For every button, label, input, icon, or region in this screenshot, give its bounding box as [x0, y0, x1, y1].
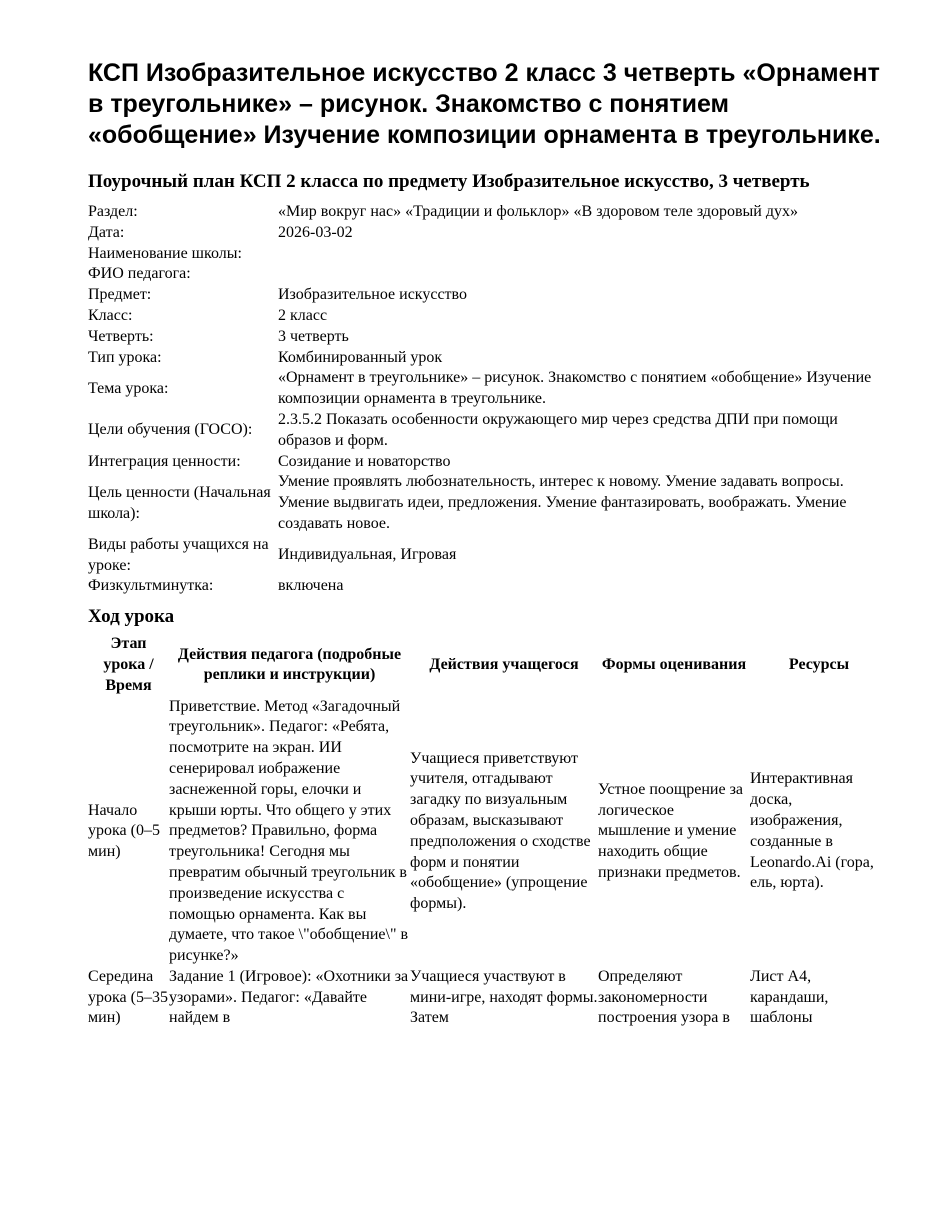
info-row [88, 223, 888, 244]
info-row [88, 576, 888, 597]
info-label: Интеграция ценности: [88, 452, 241, 470]
info-value: Индивидуальная, Игровая [278, 546, 457, 564]
table-row [88, 967, 888, 1029]
info-row [88, 306, 888, 327]
info-label: Раздел: [88, 203, 138, 220]
header-assessment: Формы оценивания [601, 655, 747, 673]
info-row [88, 202, 888, 223]
info-row [88, 368, 888, 410]
info-label: Наименование школы: [88, 244, 242, 262]
cell-teacher-actions: Приветствие. Метод «Загадочный треугольник». Педагог: «Ребята, посмотрите на экран. ИИ сенерировал иображение заснеженной горы, елочки и крыши юрты. Что общего у этих предметов? Правильно, форма треугольника! Сегодня мы превратим обычный треугольник в произведение искусства с помощью орнамента. Как вы думаете, что такое \"обобщение\" в рисунке?» [169, 697, 409, 965]
info-label: Класс: [88, 306, 133, 324]
cell-stage: Середина урока (5–35 мин) [88, 967, 168, 1027]
info-value: Умение проявлять любознательность, интерес к новому. Умение задавать вопросы. Умение выдвигать идеи, предложения. Умение фантазировать, воображать. Умение создавать новое. [278, 473, 847, 532]
info-value: 2 класс [278, 306, 328, 324]
info-value: 2026-03-02 [278, 223, 353, 241]
table-header-row [88, 634, 888, 696]
header-teacher-actions: Действия педагога (подробные реплики и инструкции) [177, 645, 402, 684]
info-row [88, 452, 888, 473]
info-value: 2.3.5.2 Показать особенности окружающего мир через средства ДПИ при помощи образов и форм. [278, 410, 838, 449]
cell-student-actions: Учащиеся приветствуют учителя, отгадывают загадку по визуальным образам, высказывают предположения о сходстве форм и понятии «обобщение» (упрощение формы). [410, 749, 591, 913]
info-row [88, 472, 888, 534]
info-row [88, 410, 888, 452]
info-row [88, 327, 888, 348]
info-value: Комбинированный урок [278, 348, 443, 366]
info-value [278, 264, 888, 285]
info-value: 3 четверть [278, 327, 349, 345]
table-row [88, 697, 888, 967]
document-title: КСП Изобразительное искусство 2 класс 3 четверть «Орнамент в треугольнике» – рисунок. Знакомство с понятием «обобщение» Изучение композиции орнамента в треугольнике. [88, 59, 881, 149]
info-row [88, 285, 888, 306]
info-label: Предмет: [88, 286, 152, 304]
cell-teacher-actions: Задание 1 (Игровое): «Охотники за узорами». Педагог: «Давайте найдем в [169, 967, 409, 1027]
info-label: Дата: [88, 223, 125, 241]
cell-resources: Интерактивная доска, изображения, созданные в Leonardo.Ai (гора, ель, юрта). [750, 770, 874, 892]
header-stage: Этап урока / Время [103, 635, 154, 694]
info-value: «Орнамент в треугольнике» – рисунок. Знакомство с понятием «обобщение» Изучение композиции орнамента в треугольнике. [278, 369, 872, 408]
info-label: Виды работы учащихся на уроке: [88, 535, 269, 574]
info-value: Изобразительное искусство [278, 286, 467, 304]
info-row [88, 348, 888, 369]
document-page [88, 58, 888, 1029]
lesson-course-table [88, 634, 888, 1029]
info-value: Созидание и новаторство [278, 452, 451, 470]
cell-resources: Лист А4, карандаши, шаблоны [750, 967, 829, 1027]
cell-assessment: Определяют закономерности построения узора в [598, 967, 730, 1027]
cell-stage: Начало урока (0–5 мин) [88, 801, 160, 861]
lesson-info-table [88, 202, 888, 597]
info-label: Цель ценности (Начальная школа): [88, 483, 271, 522]
info-value: «Мир вокруг нас» «Традиции и фольклор» «В здоровом теле здоровый дух» [278, 203, 799, 220]
course-heading: Ход урока [88, 606, 175, 628]
header-student-actions: Действия учащегося [429, 655, 579, 673]
info-label: Тема урока: [88, 379, 169, 397]
info-label: Тип урока: [88, 348, 162, 366]
info-label: ФИО педагога: [88, 265, 191, 283]
info-row [88, 244, 888, 265]
info-value [278, 244, 888, 265]
info-label: Физкультминутка: [88, 577, 214, 595]
plan-subtitle: Поурочный план КСП 2 класса по предмету Изобразительное искусство, 3 четверть [88, 171, 810, 192]
info-value: включена [278, 577, 344, 595]
header-resources: Ресурсы [788, 655, 850, 673]
info-label: Четверть: [88, 327, 154, 345]
cell-student-actions: Учащиеся участвуют в мини-игре, находят формы. Затем [410, 967, 598, 1027]
info-row [88, 535, 888, 577]
cell-assessment: Устное поощрение за логическое мышление и умение находить общие признаки предметов. [598, 780, 743, 881]
info-row [88, 264, 888, 285]
info-label: Цели обучения (ГОСО): [88, 421, 253, 439]
